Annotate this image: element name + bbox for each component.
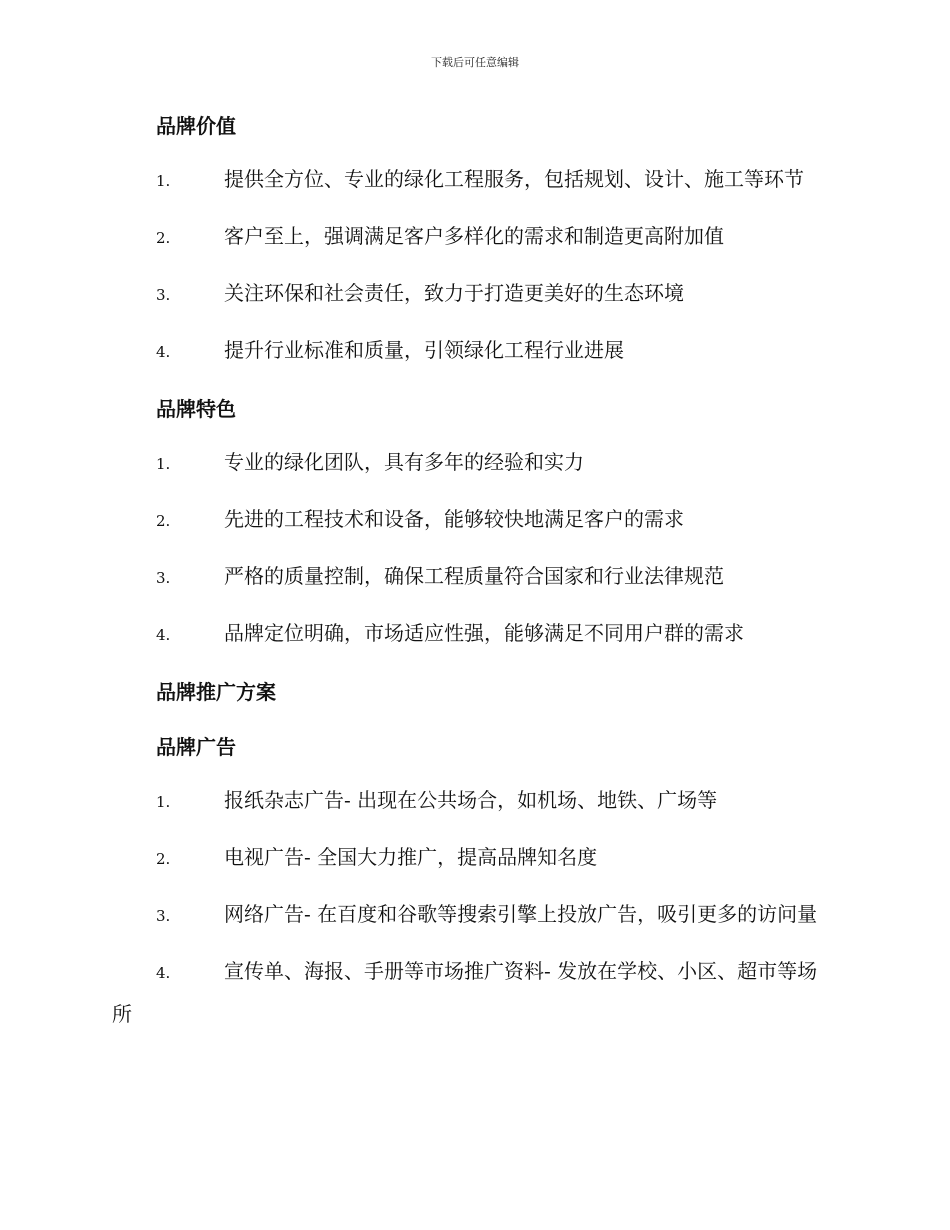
list-item [112,613,837,656]
list-number: 3. [156,907,171,925]
list-number: 2. [156,229,171,247]
list-number: 4. [156,626,171,644]
list-item [112,951,837,1035]
list-text: 电视广告- 全国大力推广，提高品牌知名度 [224,845,598,869]
document-body [112,104,837,1049]
list-text: 提升行业标准和质量，引领绿化工程行业进展 [224,338,624,362]
list-text: 先进的工程技术和设备，能够较快地满足客户的需求 [224,507,684,531]
list-number: 4. [156,343,171,361]
list-number: 4. [156,964,171,982]
list-number: 1. [156,455,171,473]
list-item [112,273,837,316]
list-text: 宣传单、海报、手册等市场推广资料- 发放在学校、小区、超市等场所 [112,959,818,1026]
list-item [112,159,837,202]
list-item [112,442,837,485]
list-item [112,499,837,542]
list-item [112,894,837,937]
list-text: 关注环保和社会责任，致力于打造更美好的生态环境 [224,281,684,305]
list-item [112,216,837,259]
section-heading-brand-value: 品牌价值 [156,114,236,138]
list-item [112,780,837,823]
section-heading-promotion-plan: 品牌推广方案 [156,680,276,704]
list-number: 1. [156,172,171,190]
list-text: 网络广告- 在百度和谷歌等搜索引擎上投放广告，吸引更多的访问量 [224,902,818,926]
list-text: 专业的绿化团队，具有多年的经验和实力 [224,450,584,474]
list-number: 2. [156,850,171,868]
list-item [112,556,837,599]
list-text: 品牌定位明确，市场适应性强，能够满足不同用户群的需求 [224,621,744,645]
list-item [112,837,837,880]
list-text: 报纸杂志广告- 出现在公共场合，如机场、地铁、广场等 [224,788,718,812]
list-number: 2. [156,512,171,530]
section-heading-brand-ads: 品牌广告 [156,735,236,759]
list-number: 3. [156,569,171,587]
list-text: 客户至上，强调满足客户多样化的需求和制造更高附加值 [224,224,724,248]
list-text: 提供全方位、专业的绿化工程服务，包括规划、设计、施工等环节 [224,167,804,191]
header-note: 下载后可任意编辑 [431,56,519,69]
list-number: 1. [156,793,171,811]
section-heading-brand-features: 品牌特色 [156,397,236,421]
list-number: 3. [156,286,171,304]
list-item [112,330,837,373]
list-text: 严格的质量控制，确保工程质量符合国家和行业法律规范 [224,564,724,588]
